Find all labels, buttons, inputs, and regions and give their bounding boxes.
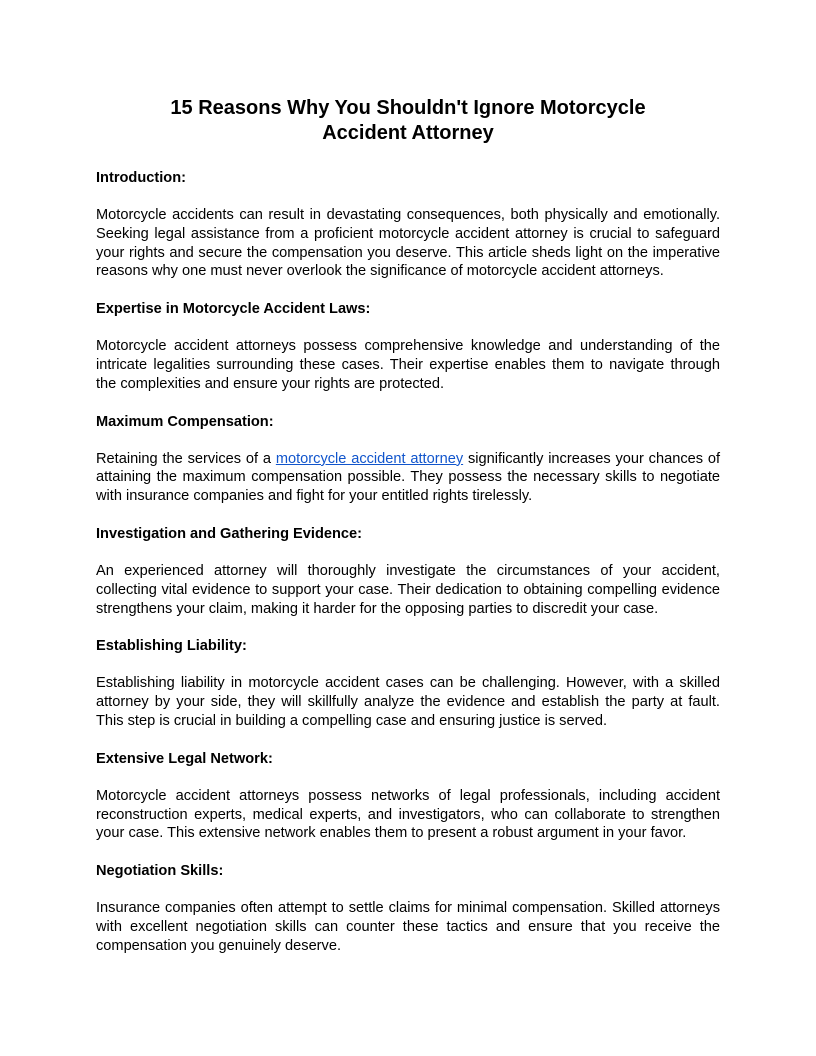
section-text-liability: Establishing liability in motorcycle accident cases can be challenging. However, with a skilled attorney by your side, they will skillfully analyze the evidence and establish the party at fault. This step is crucial in building a compelling case and ensuring justice is served. <box>96 675 720 729</box>
section-text-introduction: Motorcycle accidents can result in devastating consequences, both physically and emotionally. Seeking legal assistance from a proficient motorcycle accident attorney is crucial to safeguard your rights and secure the compensation you deserve. This article sheds light on the imperative reasons why one must never overlook the significance of motorcycle accident attorneys. <box>96 207 720 280</box>
compensation-text-after: significantly increases your chances of attaining the maximum compensation possible. They possess the necessary skills to negotiate with insurance companies and fight for your entitled rights tirelessly. <box>96 450 721 505</box>
section-heading-investigation: Investigation and Gathering Evidence: <box>96 525 362 542</box>
section-text-investigation: An experienced attorney will thoroughly investigate the circumstances of your accident, collecting vital evidence to support your case. Their dedication to obtaining compelling evidence strengthens your claim, making it harder for the opposing parties to discredit your case. <box>96 562 720 617</box>
section-heading-network: Extensive Legal Network: <box>96 750 273 767</box>
attorney-link[interactable]: motorcycle accident attorney <box>275 450 464 467</box>
page-title: 15 Reasons Why You Shouldn't Ignore Motorcycle Accident Attorney <box>170 97 646 144</box>
section-text-expertise: Motorcycle accident attorneys possess comprehensive knowledge and understanding of the intricate legalities surrounding these cases. Their expertise enables them to navigate through the complexities and ensure your rights are protected. <box>96 338 720 392</box>
section-heading-negotiation: Negotiation Skills: <box>96 863 224 880</box>
section-heading-liability: Establishing Liability: <box>96 638 247 655</box>
section-text-negotiation: Insurance companies often attempt to settle claims for minimal compensation. Skilled attorneys with excellent negotiation skills can counter these tactics and ensure that you receive the compensation you genuinely deserve. <box>96 900 720 954</box>
compensation-text-before: Retaining the services of a <box>96 450 276 467</box>
section-heading-compensation: Maximum Compensation: <box>96 413 274 430</box>
section-heading-expertise: Expertise in Motorcycle Accident Laws: <box>96 301 371 318</box>
section-text-compensation <box>96 450 720 506</box>
section-heading-introduction: Introduction: <box>96 170 186 186</box>
section-text-network: Motorcycle accident attorneys possess networks of legal professionals, including accident reconstruction experts, medical experts, and investigators, who can collaborate to strengthen your case. This extensive network enables them to present a robust argument in your favor. <box>96 787 720 842</box>
